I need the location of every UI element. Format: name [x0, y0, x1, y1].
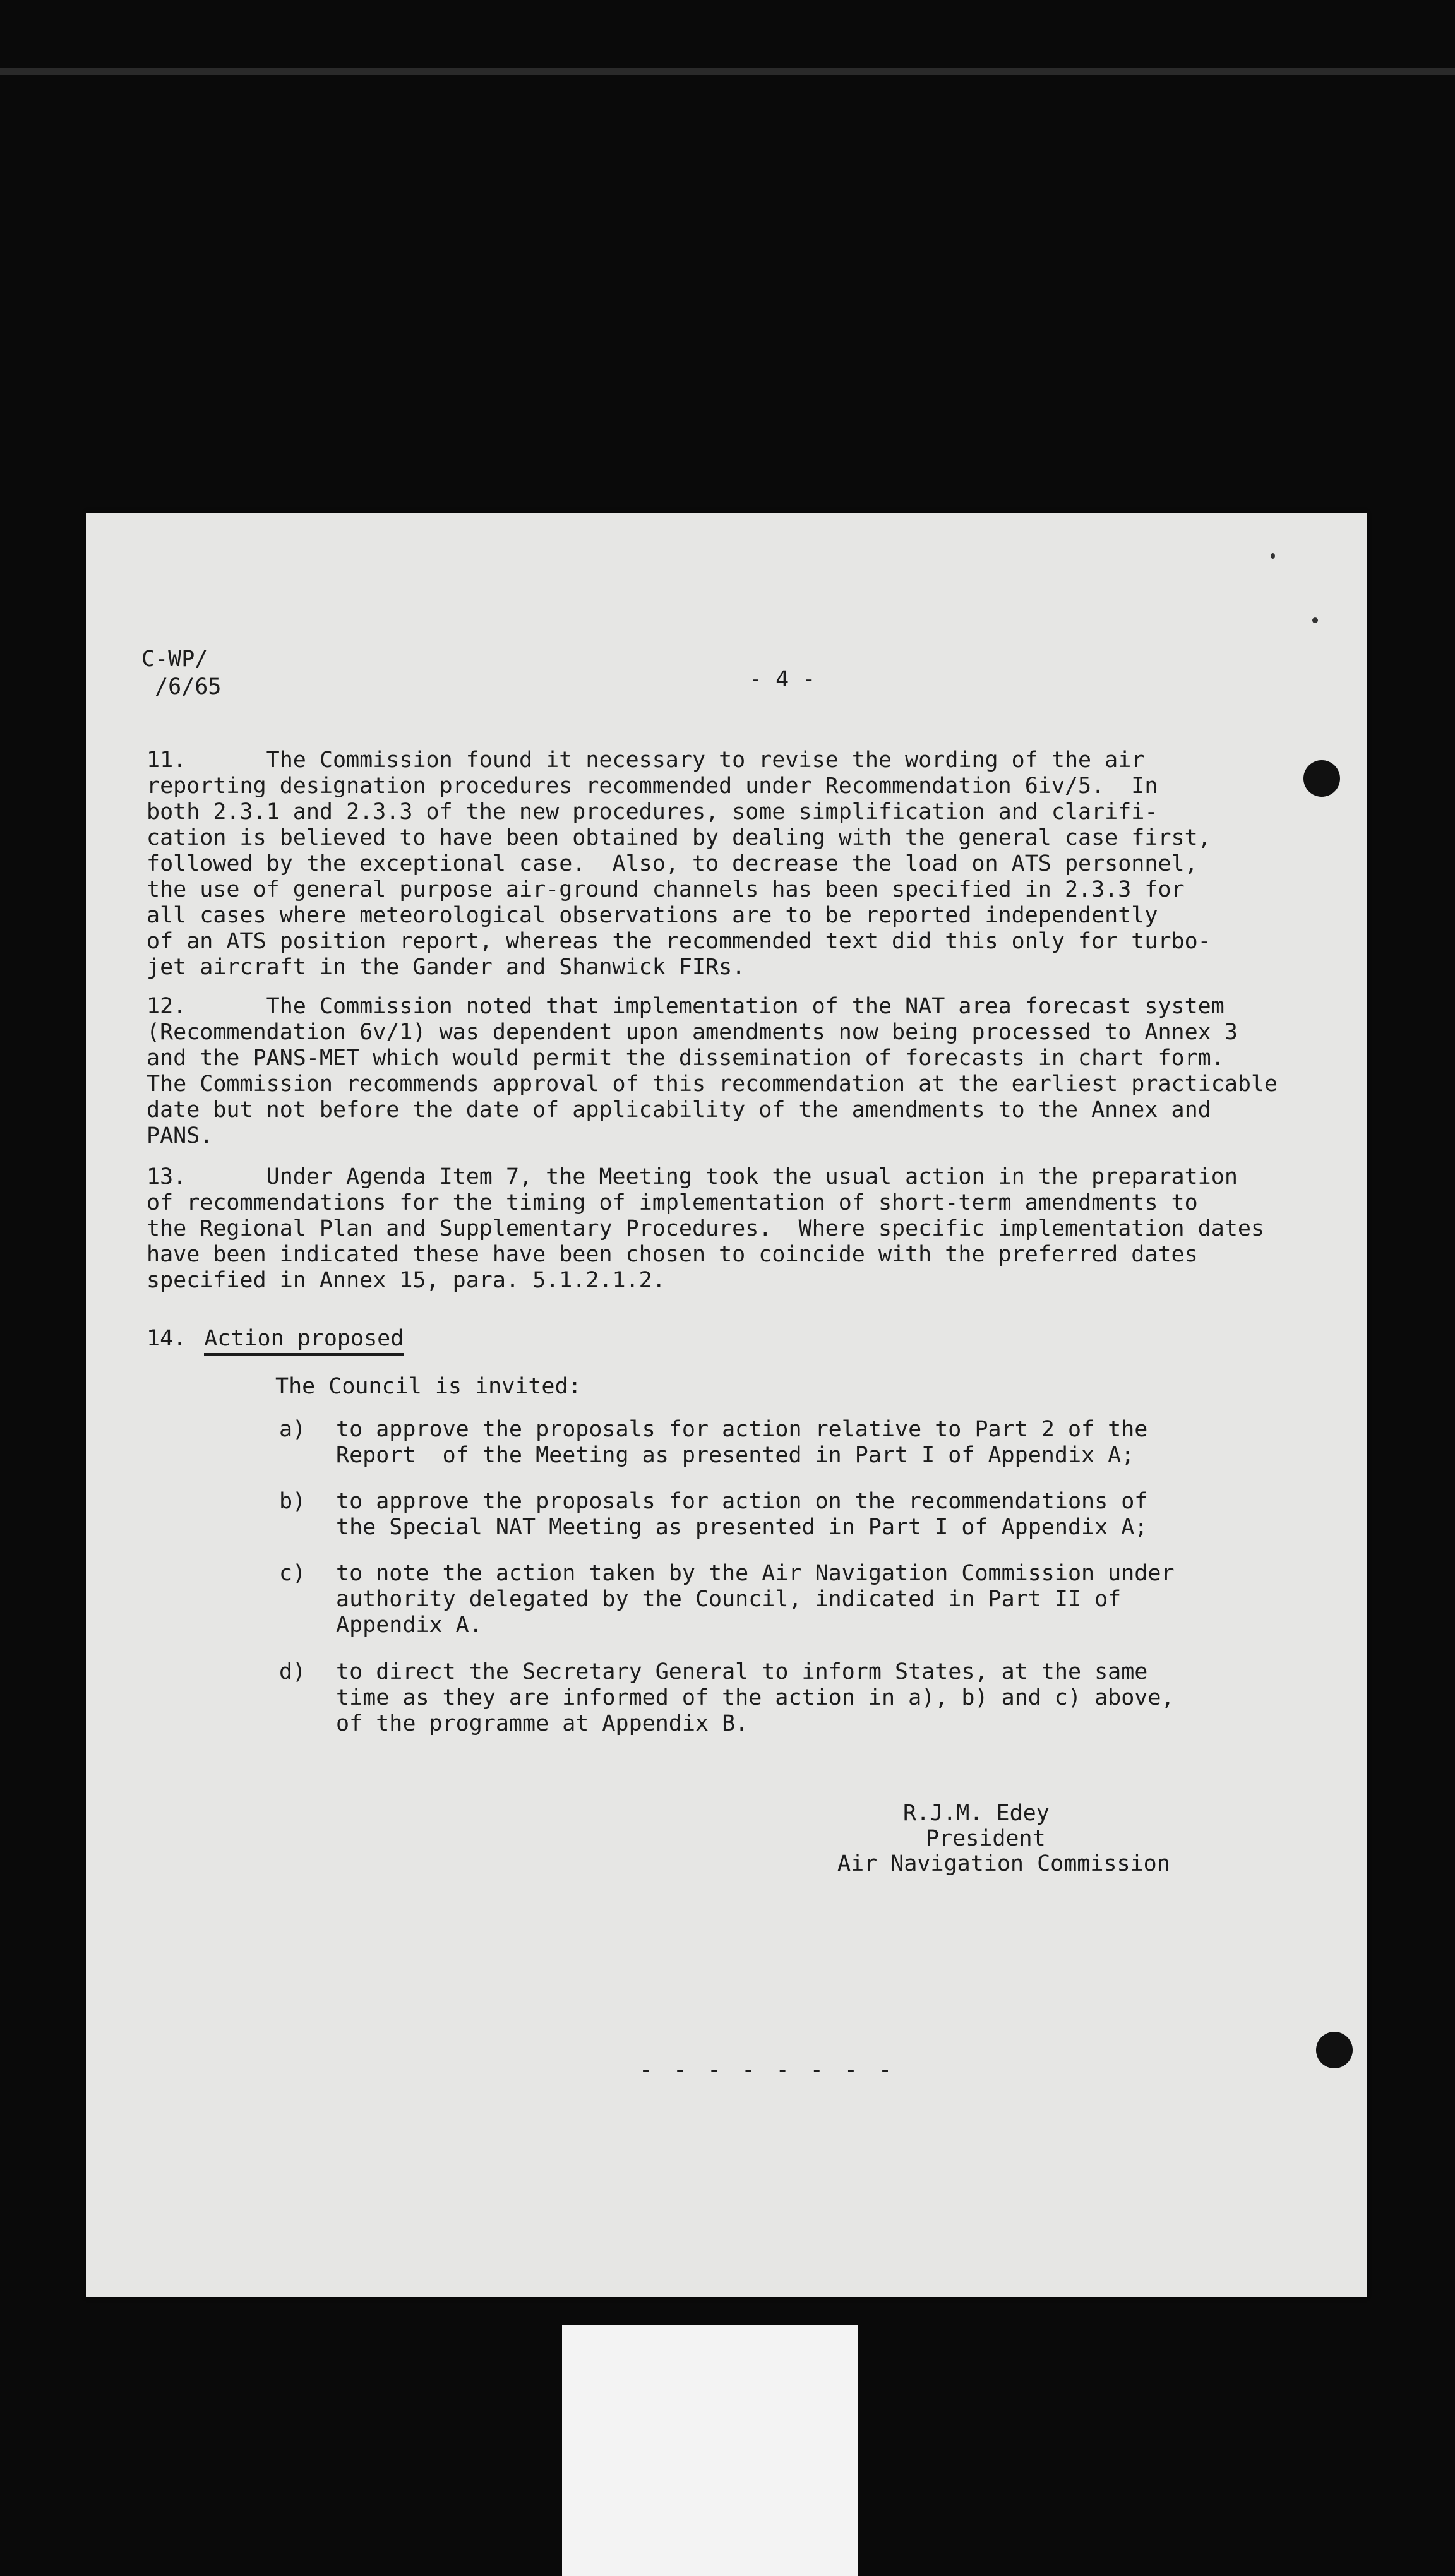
- signatory-organization: Air Navigation Commission: [837, 1851, 1170, 1876]
- paragraph-13: [147, 1164, 1334, 1294]
- paragraph-11: [147, 748, 1334, 981]
- item-line: Report of the Meeting as presented in Part I of Appendix A;: [336, 1443, 1135, 1468]
- paragraph-line: The Commission noted that implementation of the NAT area forecast system: [266, 994, 1224, 1019]
- paragraph-line: The Commission found it necessary to revise the wording of the air: [266, 748, 1145, 773]
- paragraph-line: of an ATS position report, whereas the recommended text did this only for turbo-: [147, 929, 1211, 954]
- item-letter: b): [279, 1489, 306, 1514]
- item-line: to approve the proposals for action relative to Part 2 of the: [336, 1417, 1148, 1442]
- paragraph-line: the Regional Plan and Supplementary Procedures. Where specific implementation dates: [147, 1216, 1265, 1241]
- section-title: Action proposed: [204, 1326, 404, 1356]
- paragraph-number: 11.: [147, 748, 187, 773]
- doc-ref-line-2: /6/65: [141, 674, 222, 700]
- item-line: to note the action taken by the Air Navigation Commission under: [336, 1561, 1175, 1586]
- section-number: 14.: [147, 1326, 187, 1351]
- signature-block: [837, 1801, 1170, 1876]
- signatory-name: R.J.M. Edey: [903, 1801, 1050, 1826]
- item-letter: d): [279, 1659, 306, 1685]
- action-intro: The Council is invited:: [275, 1374, 582, 1399]
- paragraph-line: both 2.3.1 and 2.3.3 of the new procedures, some simplification and clarifi-: [147, 799, 1158, 825]
- item-line: to approve the proposals for action on the recommendations of: [336, 1489, 1148, 1514]
- item-line: of the programme at Appendix B.: [336, 1711, 749, 1736]
- paragraph-line: of recommendations for the timing of implementation of short-term amendments to: [147, 1190, 1198, 1215]
- paragraph-line: reporting designation procedures recommended under Recommendation 6iv/5. In: [147, 773, 1158, 799]
- item-letter: c): [279, 1561, 306, 1586]
- paragraph-line: The Commission recommends approval of this recommendation at the earliest practicable: [147, 1071, 1278, 1097]
- paper-speck: [1271, 553, 1275, 559]
- action-heading: [147, 1326, 404, 1356]
- paragraph-line: all cases where meteorological observations are to be reported independently: [147, 903, 1158, 928]
- paragraph-number: 13.: [147, 1164, 187, 1190]
- paragraph-line: jet aircraft in the Gander and Shanwick FIRs.: [147, 955, 746, 980]
- paragraph-line: and the PANS-MET which would permit the dissemination of forecasts in chart form.: [147, 1046, 1224, 1071]
- item-line: to direct the Secretary General to inform States, at the same: [336, 1659, 1148, 1685]
- signatory-role: President: [926, 1826, 1046, 1851]
- item-line: time as they are informed of the action in a), b) and c) above,: [336, 1685, 1175, 1710]
- paragraph-number: 12.: [147, 994, 187, 1019]
- page-number: - 4 -: [749, 667, 816, 692]
- paragraph-line: date but not before the date of applicability of the amendments to the Annex and: [147, 1097, 1211, 1123]
- paragraph-12: [147, 994, 1334, 1149]
- item-line: the Special NAT Meeting as presented in Part I of Appendix A;: [336, 1515, 1148, 1540]
- punch-hole: [1303, 760, 1340, 797]
- paragraph-line: PANS.: [147, 1123, 213, 1148]
- paragraph-line: specified in Annex 15, para. 5.1.2.1.2.: [147, 1268, 666, 1293]
- document-page: [86, 513, 1367, 2297]
- paragraph-line: have been indicated these have been chosen to coincide with the preferred dates: [147, 1242, 1198, 1267]
- paragraph-line: (Recommendation 6v/1) was dependent upon amendments now being processed to Annex 3: [147, 1020, 1238, 1045]
- paragraph-line: the use of general purpose air-ground channels has been specified in 2.3.3 for: [147, 877, 1185, 902]
- film-label-card: [562, 2325, 858, 2576]
- item-line: authority delegated by the Council, indicated in Part II of: [336, 1587, 1122, 1612]
- paragraph-line: cation is believed to have been obtained by dealing with the general case first,: [147, 825, 1211, 850]
- paragraph-line: Under Agenda Item 7, the Meeting took the usual action in the preparation: [266, 1164, 1238, 1190]
- end-mark: - - - - - - - -: [639, 2057, 896, 2082]
- item-text: [336, 1659, 1175, 1737]
- doc-ref-line-1: C-WP/: [141, 647, 208, 672]
- film-edge: [0, 68, 1455, 75]
- document-reference: [141, 645, 221, 701]
- paper-speck: [1312, 617, 1318, 623]
- item-line: Appendix A.: [336, 1613, 482, 1638]
- item-text: [336, 1417, 1147, 1469]
- item-text: [336, 1561, 1175, 1638]
- punch-hole: [1316, 2032, 1353, 2068]
- item-text: [336, 1489, 1147, 1541]
- paragraph-line: followed by the exceptional case. Also, to decrease the load on ATS personnel,: [147, 851, 1198, 876]
- item-letter: a): [279, 1417, 306, 1442]
